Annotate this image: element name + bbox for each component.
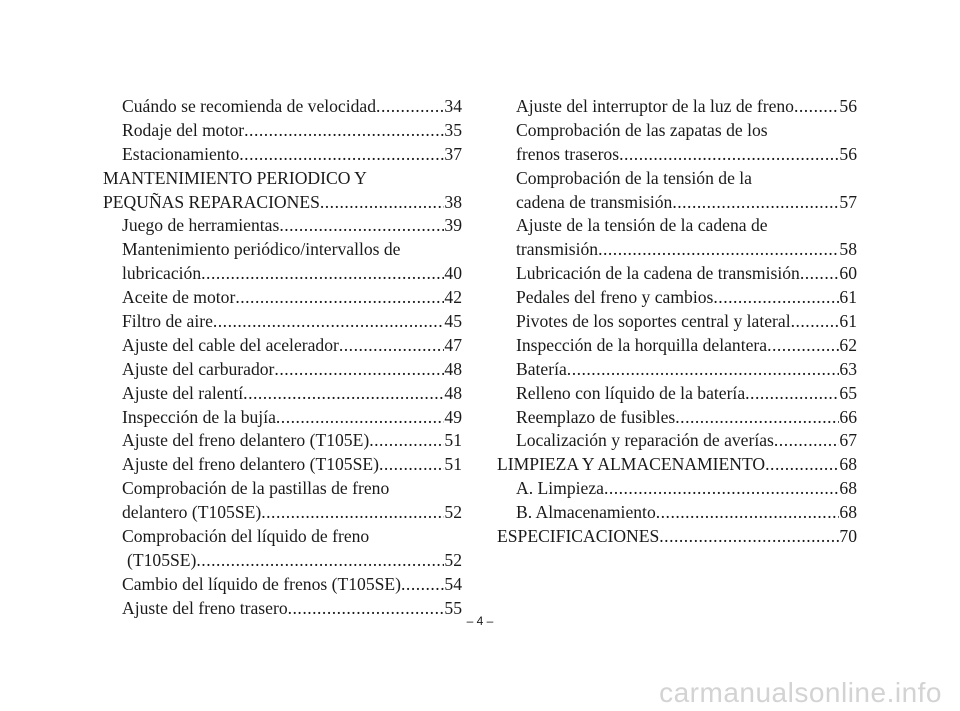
toc-entry-page: 42 [444, 287, 462, 308]
toc-leader-dots [675, 406, 839, 430]
toc-entry-page: 66 [839, 406, 857, 427]
toc-leader-dots [196, 549, 444, 573]
toc-entry-page: 68 [839, 454, 857, 475]
toc-entry [497, 334, 857, 358]
toc-leader-dots [239, 143, 444, 167]
toc-entry [103, 382, 462, 406]
toc-entry-page: 52 [444, 549, 462, 570]
toc-entry-page: 61 [839, 311, 857, 332]
toc-entry-page: 68 [839, 502, 857, 523]
toc-entry [497, 453, 857, 477]
toc-entry-title: Pivotes de los soportes central y lateral [516, 311, 791, 332]
toc-entry-title: Inspección de la bujía [122, 406, 276, 427]
toc-entry [497, 310, 857, 334]
toc-left-column [103, 95, 462, 621]
toc-entry-title: Ajuste del cable del acelerador [122, 334, 339, 355]
toc-entry-page: 55 [444, 597, 462, 618]
toc-leader-dots [339, 334, 445, 358]
toc-entry [103, 119, 462, 143]
toc-leader-dots [598, 238, 839, 262]
toc-entry-page: 51 [444, 454, 462, 475]
toc-entry [103, 453, 462, 477]
toc-leader-dots [201, 262, 444, 286]
toc-entry [103, 95, 462, 119]
toc-leader-dots [320, 191, 445, 215]
toc-entry-page: 40 [444, 263, 462, 284]
toc-entry-page: 70 [839, 526, 857, 547]
toc-entry [497, 406, 857, 430]
toc-leader-dots [243, 382, 444, 406]
toc-entry [497, 214, 857, 238]
toc-entry-page: 56 [839, 143, 857, 164]
toc-entry-title: (T105SE) [127, 549, 197, 570]
toc-entry [497, 525, 857, 549]
toc-entry-page: 62 [839, 334, 857, 355]
toc-entry-page: 45 [444, 311, 462, 332]
toc-entry-title: Ajuste del freno delantero (T105SE) [122, 454, 379, 475]
toc-entry [497, 286, 857, 310]
toc-entry [103, 429, 462, 453]
toc-entry-title: Ajuste del carburador [122, 358, 275, 379]
toc-entry-title: LIMPIEZA Y ALMACENAMIENTO [497, 454, 766, 475]
toc-leader-dots [604, 477, 839, 501]
toc-leader-dots [276, 406, 445, 430]
toc-entry [103, 214, 462, 238]
toc-entry [103, 286, 462, 310]
toc-entry-page: 38 [444, 191, 462, 212]
toc-entry [497, 382, 857, 406]
toc-entry-title: Pedales del freno y cambios [516, 287, 714, 308]
toc-entry-page: 48 [444, 382, 462, 403]
toc-entry-title: cadena de transmisión [516, 191, 673, 212]
toc-entry [497, 238, 857, 262]
toc-entry-page: 61 [839, 287, 857, 308]
toc-entry-title: Estacionamiento [122, 143, 240, 164]
toc-leader-dots [656, 501, 840, 525]
toc-entry [103, 167, 462, 191]
toc-entry [497, 477, 857, 501]
toc-leader-dots [369, 429, 444, 453]
toc-entry [497, 167, 857, 191]
toc-entry-page: 67 [839, 430, 857, 451]
toc-leader-dots [672, 191, 839, 215]
toc-entry-page: 58 [839, 239, 857, 260]
toc-entry-title: delantero (T105SE) [122, 502, 262, 523]
toc-entry [497, 358, 857, 382]
toc-entry-title: Inspección de la horquilla delantera [516, 334, 768, 355]
toc-entry-page: 54 [444, 573, 462, 594]
toc-entry-title: Ajuste del interruptor de la luz de freno [516, 96, 794, 116]
toc-leader-dots [745, 382, 839, 406]
toc-entry-title: Comprobación de la tensión de la [516, 167, 752, 188]
toc-entry-page: 65 [839, 382, 857, 403]
toc-entry-title: Relleno con líquido de la batería [516, 382, 746, 403]
toc-entry-title: Comprobación del líquido de freno [122, 526, 370, 547]
toc-entry [103, 406, 462, 430]
toc-entry [103, 477, 462, 501]
toc-entry [497, 429, 857, 453]
toc-entry-page: 48 [444, 358, 462, 379]
toc-entry-title: MANTENIMIENTO PERIODICO Y [103, 167, 367, 188]
toc-entry [103, 262, 462, 286]
toc-entry [103, 238, 462, 262]
toc-entry-page: 35 [444, 119, 462, 140]
toc-entry-title: Juego de herramientas [122, 215, 280, 236]
toc-entry [497, 262, 857, 286]
toc-entry-title: Cambio del líquido de frenos (T105SE) [122, 573, 402, 594]
toc-leader-dots [379, 453, 444, 477]
toc-right-column [497, 95, 857, 549]
toc-entry-page: 51 [444, 430, 462, 451]
toc-entry-title: Cuándo se recomienda de velocidad [122, 96, 377, 116]
toc-entry-page: 68 [839, 478, 857, 499]
toc-entry-title: transmisión [516, 239, 599, 260]
toc-leader-dots [774, 429, 840, 453]
toc-entry-title: Lubricación de la cadena de transmisión [516, 263, 800, 284]
toc-entry-title: Comprobación de la pastillas de freno [122, 478, 390, 499]
toc-entry [103, 525, 462, 549]
toc-entry [103, 573, 462, 597]
toc-entry-title: lubricación [122, 263, 202, 284]
toc-entry [103, 334, 462, 358]
toc-entry-title: Ajuste del ralentí [122, 382, 244, 403]
toc-entry-title: frenos traseros [516, 143, 620, 164]
toc-entry-title: Comprobación de las zapatas de los [516, 119, 768, 140]
toc-entry-title: Ajuste de la tensión de la cadena de [516, 215, 768, 236]
toc-leader-dots [244, 119, 444, 143]
toc-leader-dots [791, 310, 840, 334]
toc-entry-page: 37 [444, 143, 462, 164]
toc-entry-title: A. Limpieza [516, 478, 604, 499]
toc-entry-page: 52 [444, 502, 462, 523]
toc-leader-dots [567, 358, 840, 382]
toc-entry [103, 358, 462, 382]
toc-entry-title: Localización y reparación de averías [516, 430, 774, 451]
toc-entry [497, 95, 857, 119]
toc-entry-page: 56 [839, 96, 857, 116]
toc-entry [103, 143, 462, 167]
toc-leader-dots [261, 501, 444, 525]
toc-entry-title: Rodaje del motor [122, 119, 245, 140]
toc-entry-title: Mantenimiento periódico/intervallos de [122, 239, 401, 260]
page-number: – 4 – [466, 614, 494, 628]
toc-leader-dots [765, 453, 839, 477]
toc-leader-dots [713, 286, 839, 310]
toc-leader-dots [659, 525, 839, 549]
toc-entry [497, 119, 857, 143]
toc-entry [497, 501, 857, 525]
toc-entry [103, 310, 462, 334]
toc-entry-title: Aceite de motor [122, 287, 236, 308]
toc-entry-page: 39 [444, 215, 462, 236]
toc-entry-title: PEQUÑAS REPARACIONES [103, 191, 320, 212]
toc-leader-dots [619, 143, 839, 167]
toc-entry-title: Reemplazo de fusibles [516, 406, 676, 427]
toc-entry-page: 47 [444, 334, 462, 355]
toc-leader-dots [800, 262, 840, 286]
toc-entry-page: 57 [839, 191, 857, 212]
toc-leader-dots [274, 358, 444, 382]
toc-entry [103, 501, 462, 525]
toc-entry-title: Batería [516, 358, 567, 379]
toc-entry-title: Ajuste del freno delantero (T105E) [122, 430, 370, 451]
toc-entry-title: Ajuste del freno trasero [122, 597, 288, 618]
toc-leader-dots [767, 334, 839, 358]
toc-entry-title: B. Almacenamiento [516, 502, 656, 523]
toc-entry [103, 191, 462, 215]
toc-entry-page: 34 [444, 96, 462, 116]
toc-entry-title: ESPECIFICACIONES [497, 526, 660, 547]
toc-entry-title: Filtro de aire [122, 311, 213, 332]
toc-leader-dots [279, 214, 444, 238]
toc-entry-page: 60 [839, 263, 857, 284]
toc-leader-dots [213, 310, 445, 334]
toc-entry-page: 63 [839, 358, 857, 379]
toc-entry-page: 49 [444, 406, 462, 427]
toc-leader-dots [376, 95, 444, 119]
toc-leader-dots [794, 95, 839, 119]
toc-entry [103, 549, 462, 573]
toc-leader-dots [235, 286, 444, 310]
watermark: carmanualsonline.info [659, 677, 942, 708]
toc-entry [497, 143, 857, 167]
toc-leader-dots [401, 573, 444, 597]
toc-entry [497, 191, 857, 215]
